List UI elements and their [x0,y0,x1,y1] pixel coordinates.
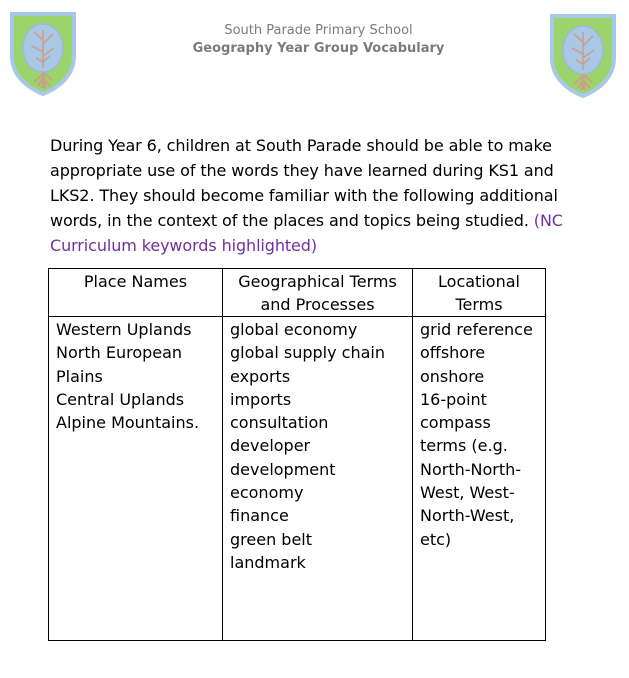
intro-paragraph [50,133,570,258]
document-title: Geography Year Group Vocabulary [192,41,445,56]
list-item: green belt [230,529,313,549]
geographical-terms-cell [223,317,413,641]
list-item: consultation [230,413,329,433]
list-item: offshore [420,343,486,363]
list-item: finance [230,506,289,526]
list-item: Central Uplands [56,389,185,409]
table-row [49,317,546,641]
list-item: global economy [230,320,358,339]
list-item: grid reference [420,320,533,339]
place-names-cell [49,317,223,641]
table-header-row [49,269,546,317]
list-item: developer [230,436,311,456]
list-item: 16-point compass terms (e.g. North-North-West, West-North-West, etc) [420,389,522,549]
vocabulary-table [48,268,546,641]
list-item: imports [230,389,292,409]
list-item: North European Plains [56,343,183,386]
intro-highlight-note: (NC Curriculum keywords highlighted) [50,211,563,255]
header-place-names: Place Names [49,269,223,317]
intro-text: During Year 6, children at South Parade should be able to make appropriate use of the words they have learned during KS1 and LKS2. They should become familiar with the following additional words, in the context of the places and topics being studied. [50,136,558,230]
school-name: South Parade Primary School [224,23,413,38]
list-item: exports [230,366,291,386]
list-item: economy [230,483,304,503]
header-locational-terms: Locational Terms [413,269,546,317]
list-item: global supply chain [230,343,385,363]
locational-terms-cell [413,317,546,641]
list-item: onshore [420,366,485,386]
list-item: Western Uplands [56,320,192,339]
list-item: Alpine Mountains. [56,413,200,433]
list-item: landmark [230,552,306,572]
header-geographical-terms: Geographical Terms and Processes [223,269,413,317]
list-item: development [230,459,336,479]
document-header [0,22,629,58]
